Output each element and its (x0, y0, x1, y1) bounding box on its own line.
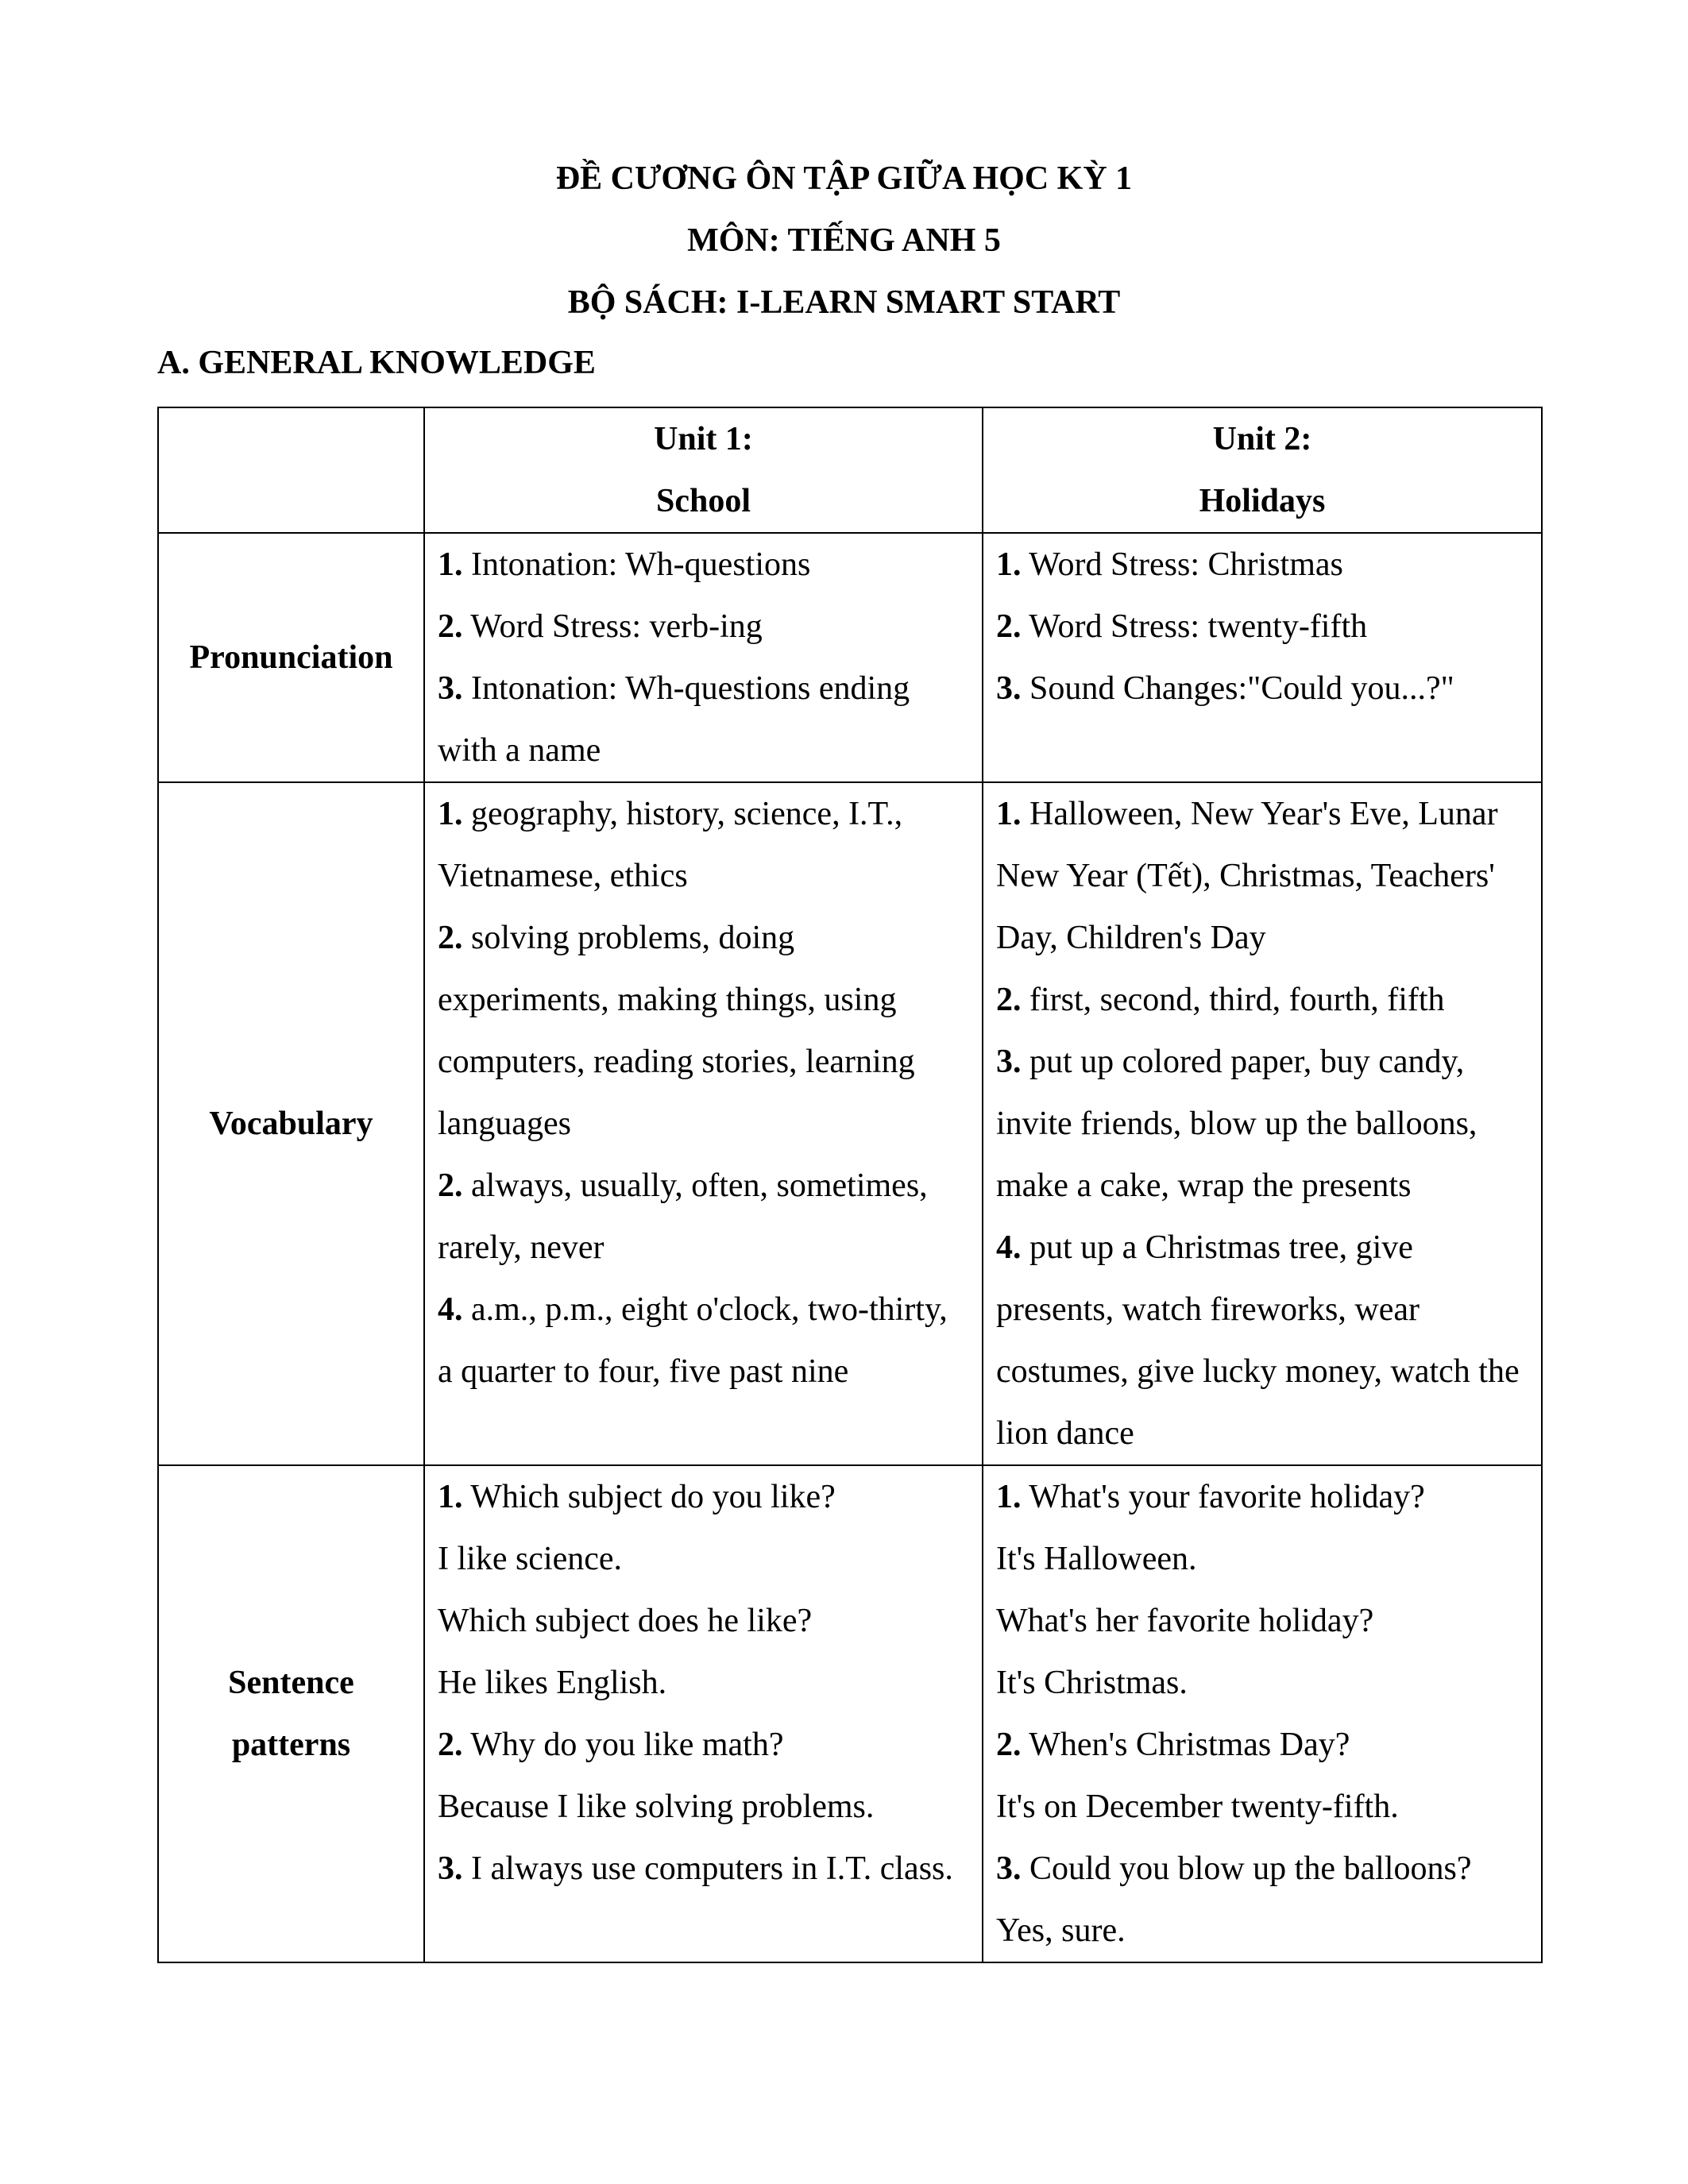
list-item: 4. put up a Christmas tree, give presents, watch fireworks, wear costumes, give lucky money, watch the lion dance (996, 1229, 1520, 1452)
sentence-patterns-unit2-cell (983, 1465, 1542, 1962)
list-item: 1. Halloween, New Year's Eve, Lunar New Year (Tết), Christmas, Teachers' Day, Children's Day (996, 796, 1498, 956)
unit2-header (983, 407, 1542, 533)
list-item: 1. Word Stress: Christmas (996, 546, 1343, 583)
unit1-header (424, 407, 983, 533)
list-item: It's Christmas. (996, 1665, 1188, 1701)
list-item: 1. Intonation: Wh-questions (438, 546, 811, 583)
list-item: 2. Why do you like math? (438, 1727, 784, 1763)
pronunciation-unit1-cell (424, 533, 983, 782)
list-item: 1. geography, history, science, I.T., Vietnamese, ethics (438, 796, 903, 894)
table-row (158, 782, 1542, 1465)
list-item: 2. When's Christmas Day? (996, 1727, 1350, 1763)
vocabulary-unit1-cell (424, 782, 983, 1465)
list-item: Which subject does he like? (438, 1603, 813, 1639)
list-item: It's Halloween. (996, 1541, 1197, 1577)
book-title: BỘ SÁCH: I-LEARN SMART START (567, 284, 1121, 321)
list-item: What's her favorite holiday? (996, 1603, 1374, 1639)
corner-cell (158, 407, 424, 533)
list-item: 3. put up colored paper, buy candy, invite friends, blow up the balloons, make a cake, wrap the presents (996, 1044, 1477, 1204)
list-item: 3. Could you blow up the balloons? (996, 1850, 1472, 1887)
sentence-patterns-unit1-cell (424, 1465, 983, 1962)
list-item: 3. Sound Changes:"Could you...?" (996, 670, 1454, 707)
subject-title: MÔN: TIẾNG ANH 5 (687, 222, 1001, 259)
section-heading: A. GENERAL KNOWLEDGE (157, 345, 596, 381)
doc-title: ĐỀ CƯƠNG ÔN TẬP GIỮA HỌC KỲ 1 (555, 160, 1133, 197)
list-item: Because I like solving problems. (438, 1788, 875, 1825)
vocabulary-unit2-cell (983, 782, 1542, 1465)
list-item: 2. solving problems, doing experiments, making things, using computers, reading stories, learning languages (438, 920, 915, 1142)
unit2-name: Holidays (1199, 483, 1326, 519)
row-label-sentence-patterns: Sentence patterns (158, 1465, 424, 1962)
table-header-row (158, 407, 1542, 533)
row-label-pronunciation: Pronunciation (158, 533, 424, 782)
knowledge-table (157, 407, 1543, 1963)
list-item: 1. What's your favorite holiday? (996, 1479, 1425, 1515)
unit2-label: Unit 2: (1212, 421, 1312, 457)
list-item: He likes English. (438, 1665, 667, 1701)
table-row (158, 533, 1542, 782)
list-item: Yes, sure. (996, 1912, 1126, 1949)
pronunciation-unit2-cell (983, 533, 1542, 782)
row-label-vocabulary: Vocabulary (158, 782, 424, 1465)
list-item: I like science. (438, 1541, 623, 1577)
list-item: 4. a.m., p.m., eight o'clock, two-thirty, a quarter to four, five past nine (438, 1291, 948, 1390)
list-item: 2. always, usually, often, sometimes, rarely, never (438, 1167, 928, 1266)
list-item: 3. I always use computers in I.T. class. (438, 1850, 953, 1887)
list-item: It's on December twenty-fifth. (996, 1788, 1399, 1825)
list-item: 2. first, second, third, fourth, fifth (996, 982, 1445, 1018)
list-item: 1. Which subject do you like? (438, 1479, 836, 1515)
list-item: 3. Intonation: Wh-questions ending with a name (438, 670, 910, 769)
list-item: 2. Word Stress: twenty-fifth (996, 608, 1368, 645)
list-item: 2. Word Stress: verb-ing (438, 608, 763, 645)
unit1-name: School (655, 483, 751, 519)
unit1-label: Unit 1: (654, 421, 753, 457)
table-row (158, 1465, 1542, 1962)
